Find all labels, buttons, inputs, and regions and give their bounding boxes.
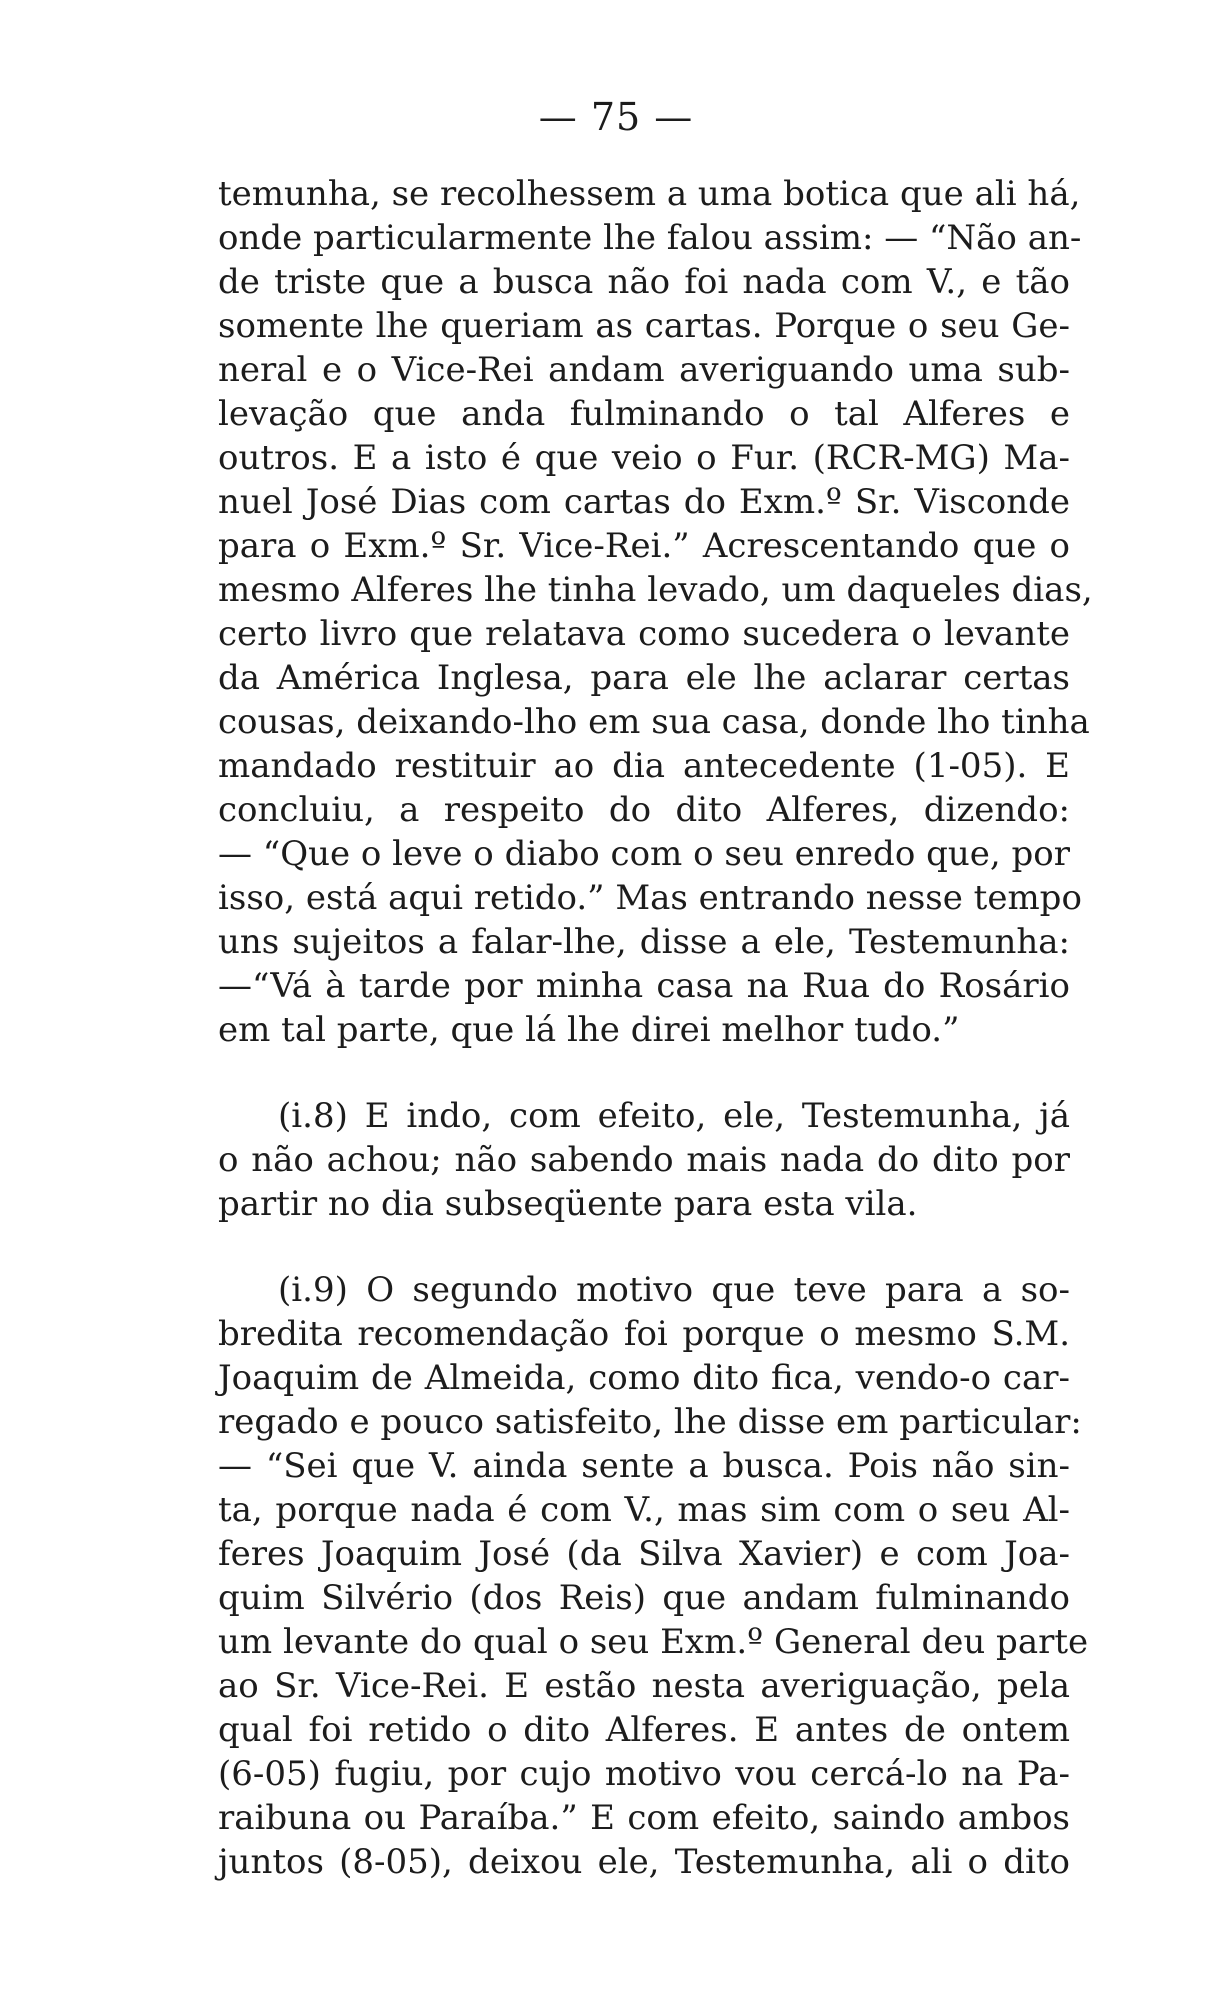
text-line: regado e pouco satisfeito, lhe disse em particular: bbox=[218, 1402, 1082, 1442]
text-line: um levante do qual o seu Exm.º General deu parte bbox=[218, 1622, 1089, 1662]
text-line: juntos (8-05), deixou ele, Testemunha, ali o dito bbox=[218, 1842, 1070, 1882]
text-line: ta, porque nada é com V., mas sim com o seu Al- bbox=[218, 1490, 1070, 1530]
text-line: somente lhe queriam as cartas. Porque o seu Ge- bbox=[218, 306, 1070, 346]
text-line: — “Que o leve o diabo com o seu enredo que, por bbox=[218, 834, 1070, 874]
text-line: cousas, deixando-lho em sua casa, donde lho tinha bbox=[218, 702, 1090, 742]
body-text bbox=[218, 172, 1093, 1884]
text-line: bredita recomendação foi porque o mesmo S.M. bbox=[218, 1314, 1070, 1354]
paragraph-3 bbox=[218, 1268, 1089, 1884]
text-line: isso, está aqui retido.” Mas entrando nesse tempo bbox=[218, 878, 1082, 918]
text-line: quim Silvério (dos Reis) que andam fulminando bbox=[218, 1578, 1070, 1618]
text-line: de triste que a busca não foi nada com V., e tão bbox=[218, 262, 1070, 302]
text-line: neral e o Vice-Rei andam averiguando uma sub- bbox=[218, 350, 1070, 390]
text-line: — “Sei que V. ainda sente a busca. Pois não sin- bbox=[218, 1446, 1070, 1486]
text-line: feres Joaquim José (da Silva Xavier) e com Joa- bbox=[218, 1534, 1070, 1574]
text-line: levação que anda fulminando o tal Alferes e bbox=[218, 394, 1070, 434]
text-line: (i.9) O segundo motivo que teve para a so- bbox=[278, 1270, 1070, 1310]
text-line: temunha, se recolhessem a uma botica que ali há, bbox=[218, 174, 1081, 214]
text-line: (i.8) E indo, com efeito, ele, Testemunha, já bbox=[278, 1096, 1070, 1136]
text-line: uns sujeitos a falar-lhe, disse a ele, Testemunha: bbox=[218, 922, 1070, 962]
paragraph-2 bbox=[218, 1094, 1070, 1226]
text-line: raibuna ou Paraíba.” E com efeito, saindo ambos bbox=[218, 1798, 1070, 1838]
text-line: ao Sr. Vice-Rei. E estão nesta averiguação, pela bbox=[218, 1666, 1070, 1706]
paragraph-1 bbox=[218, 172, 1093, 1052]
text-line: outros. E a isto é que veio o Fur. (RCR-MG) Ma- bbox=[218, 438, 1070, 478]
text-line: mandado restituir ao dia antecedente (1-05). E bbox=[218, 746, 1070, 786]
text-line: certo livro que relatava como sucedera o levante bbox=[218, 614, 1070, 654]
text-line: para o Exm.º Sr. Vice-Rei.” Acrescentando que o bbox=[218, 526, 1070, 566]
text-line: da América Inglesa, para ele lhe aclarar certas bbox=[218, 658, 1070, 698]
text-line: nuel José Dias com cartas do Exm.º Sr. Visconde bbox=[218, 482, 1070, 522]
text-line: —“Vá à tarde por minha casa na Rua do Rosário bbox=[218, 966, 1070, 1006]
text-line: qual foi retido o dito Alferes. E antes de ontem bbox=[218, 1710, 1070, 1750]
text-line: onde particularmente lhe falou assim: — “Não an- bbox=[218, 218, 1082, 258]
text-line: (6-05) fugiu, por cujo motivo vou cercá-lo na Pa- bbox=[218, 1754, 1070, 1794]
page-number: — 75 — bbox=[538, 95, 694, 139]
text-line: em tal parte, que lá lhe direi melhor tudo.” bbox=[218, 1010, 960, 1050]
text-line: concluiu, a respeito do dito Alferes, dizendo: bbox=[218, 790, 1070, 830]
text-line: Joaquim de Almeida, como dito fica, vendo-o car- bbox=[218, 1358, 1070, 1398]
text-line: mesmo Alferes lhe tinha levado, um daqueles dias, bbox=[218, 570, 1093, 610]
text-line: o não achou; não sabendo mais nada do dito por bbox=[218, 1140, 1070, 1180]
text-line: partir no dia subseqüente para esta vila. bbox=[218, 1184, 918, 1224]
